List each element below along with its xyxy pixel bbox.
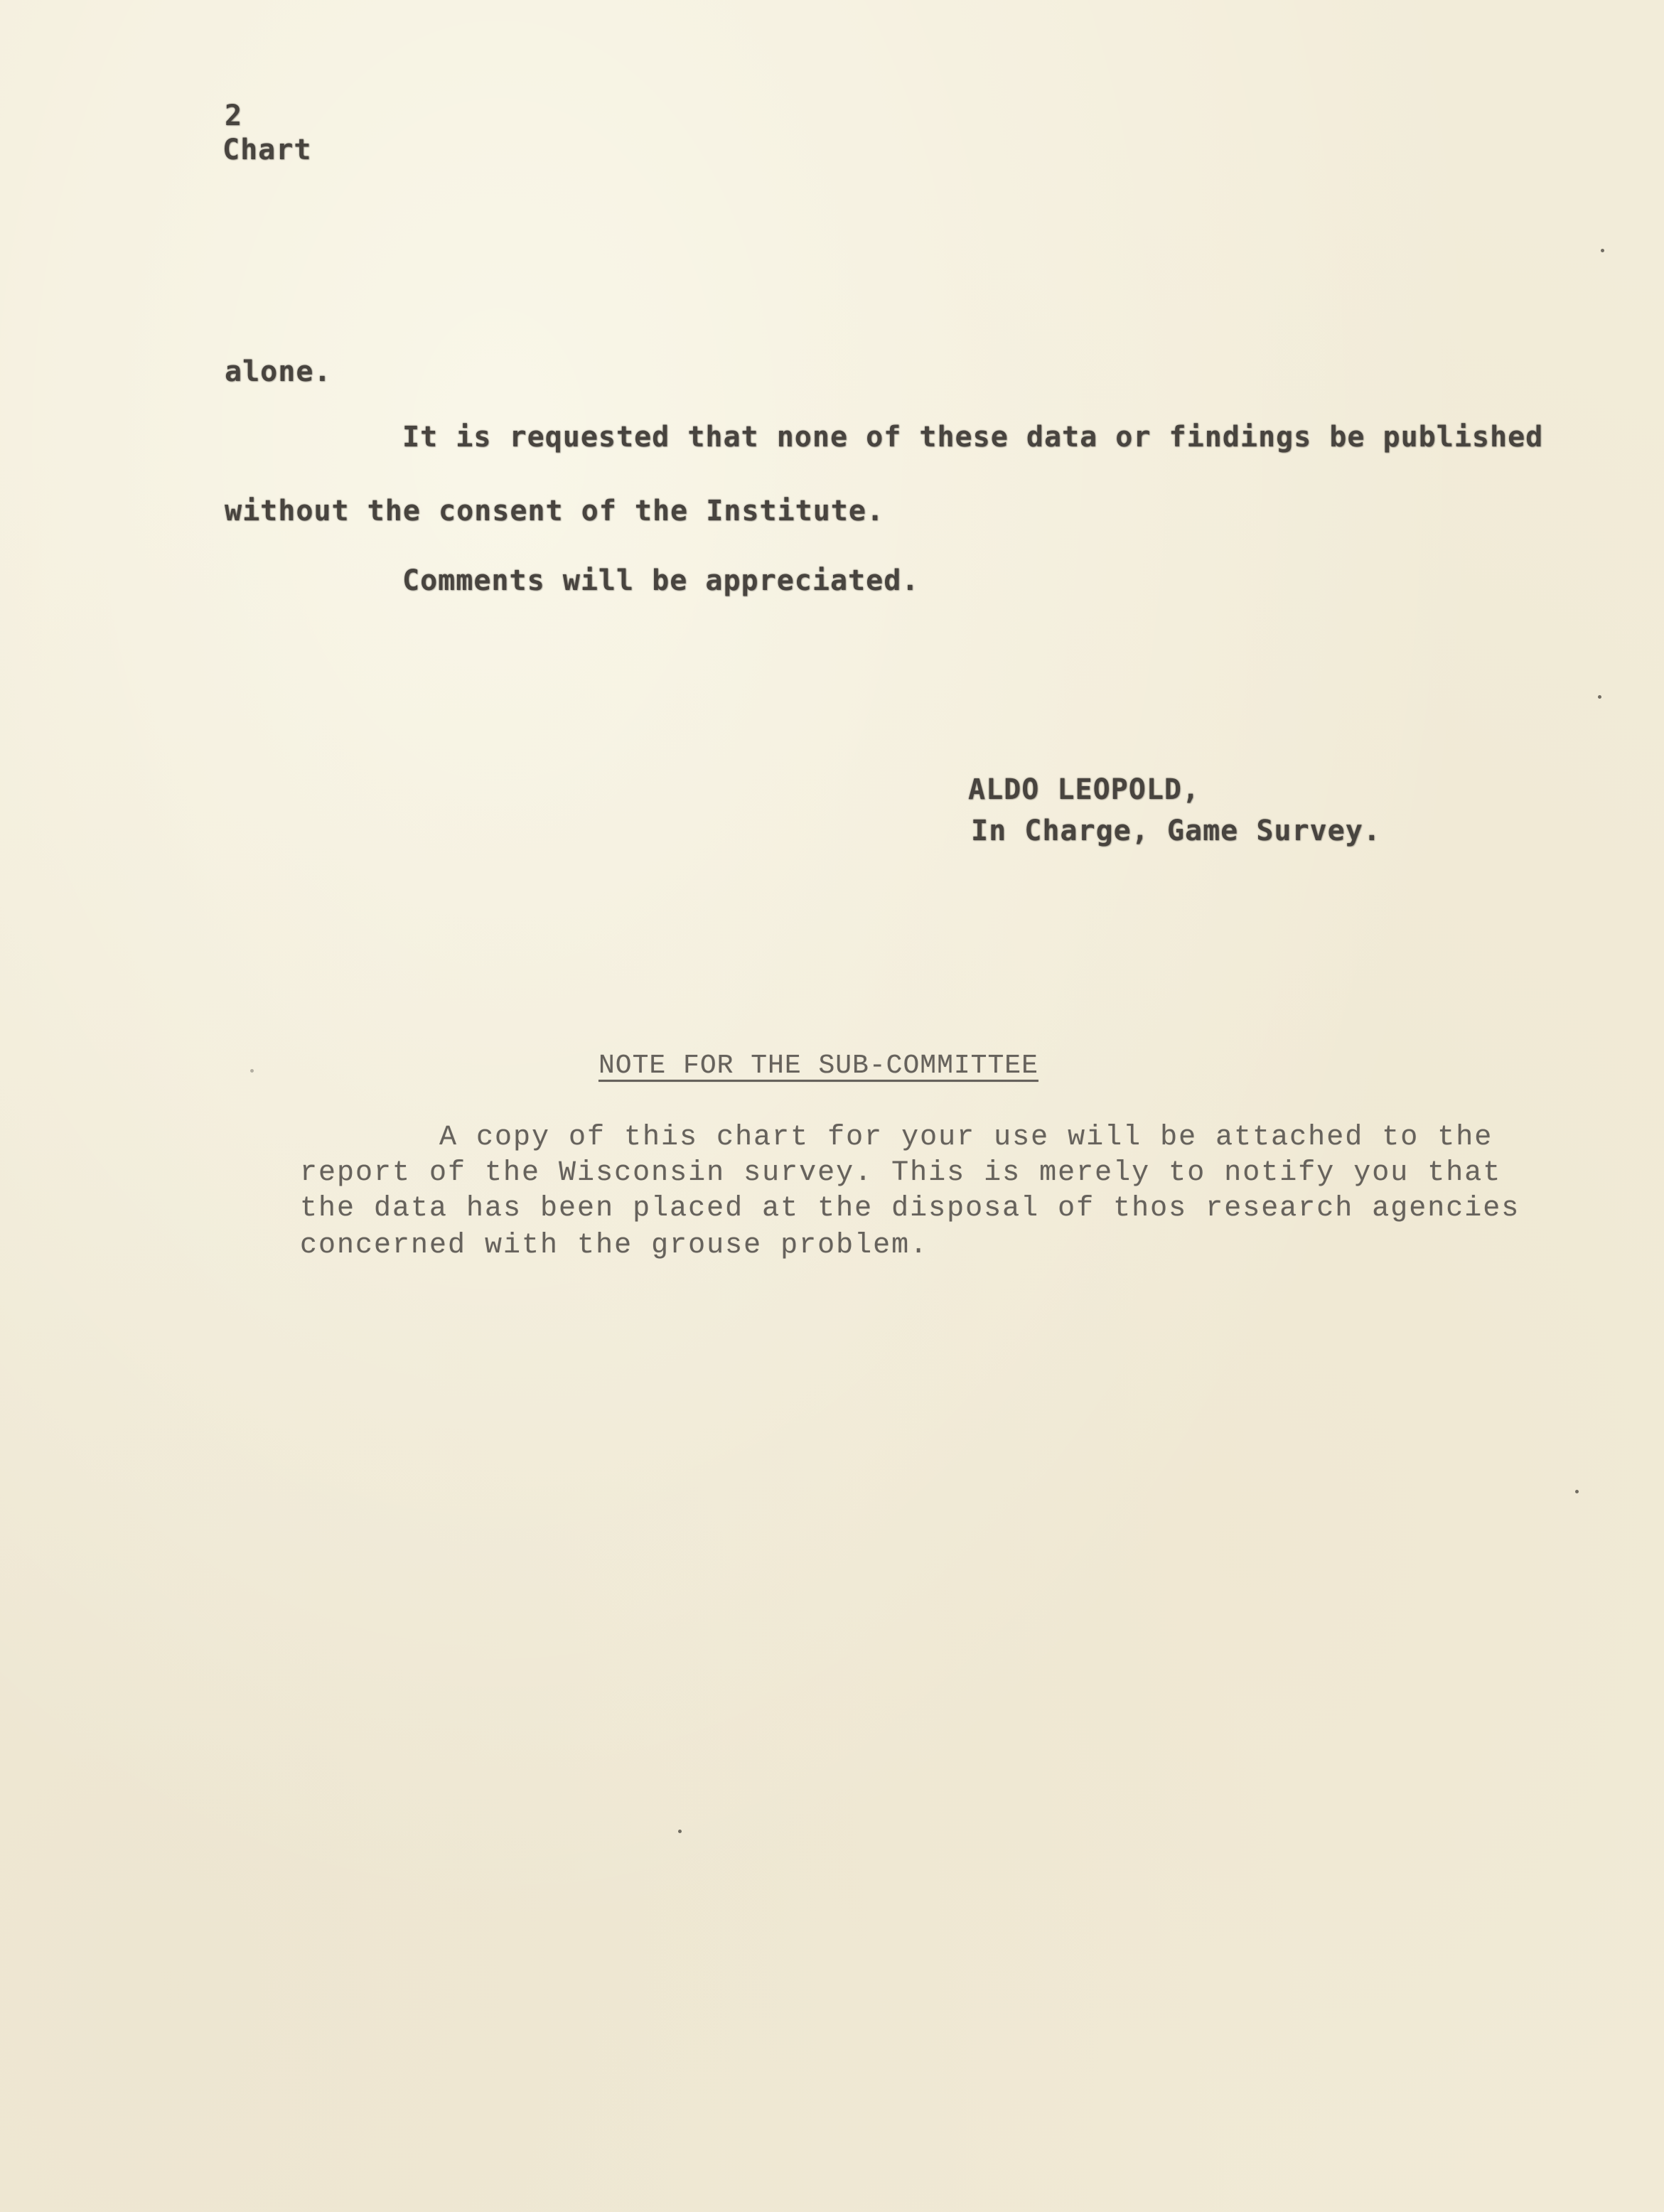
note-line-3: the data has been placed at the disposal of thos research agencies <box>300 1193 1520 1225</box>
note-title: NOTE FOR THE SUB-COMMITTEE <box>598 1051 1038 1081</box>
section-label: Chart <box>222 134 312 166</box>
paper-speck <box>1575 1490 1579 1493</box>
body-line-2: It is requested that none of these data or findings be published <box>402 421 1544 453</box>
body-line-1: alone. <box>225 355 332 388</box>
note-line-4: concerned with the grouse problem. <box>300 1230 929 1262</box>
paper-speck <box>250 1069 254 1073</box>
body-line-4: Comments will be appreciated. <box>402 564 920 597</box>
paper-speck <box>678 1830 682 1833</box>
page-number: 2 <box>225 100 243 132</box>
paper-speck <box>1598 695 1601 699</box>
signature-title: In Charge, Game Survey. <box>971 815 1381 847</box>
body-line-3: without the consent of the Institute. <box>225 495 885 527</box>
note-line-2: report of the Wisconsin survey. This is merely to notify you that <box>300 1157 1502 1189</box>
signature-name: ALDO LEOPOLD, <box>968 773 1201 806</box>
paper-speck <box>1601 249 1604 252</box>
note-line-1: A copy of this chart for your use will be attached to the <box>439 1122 1493 1154</box>
